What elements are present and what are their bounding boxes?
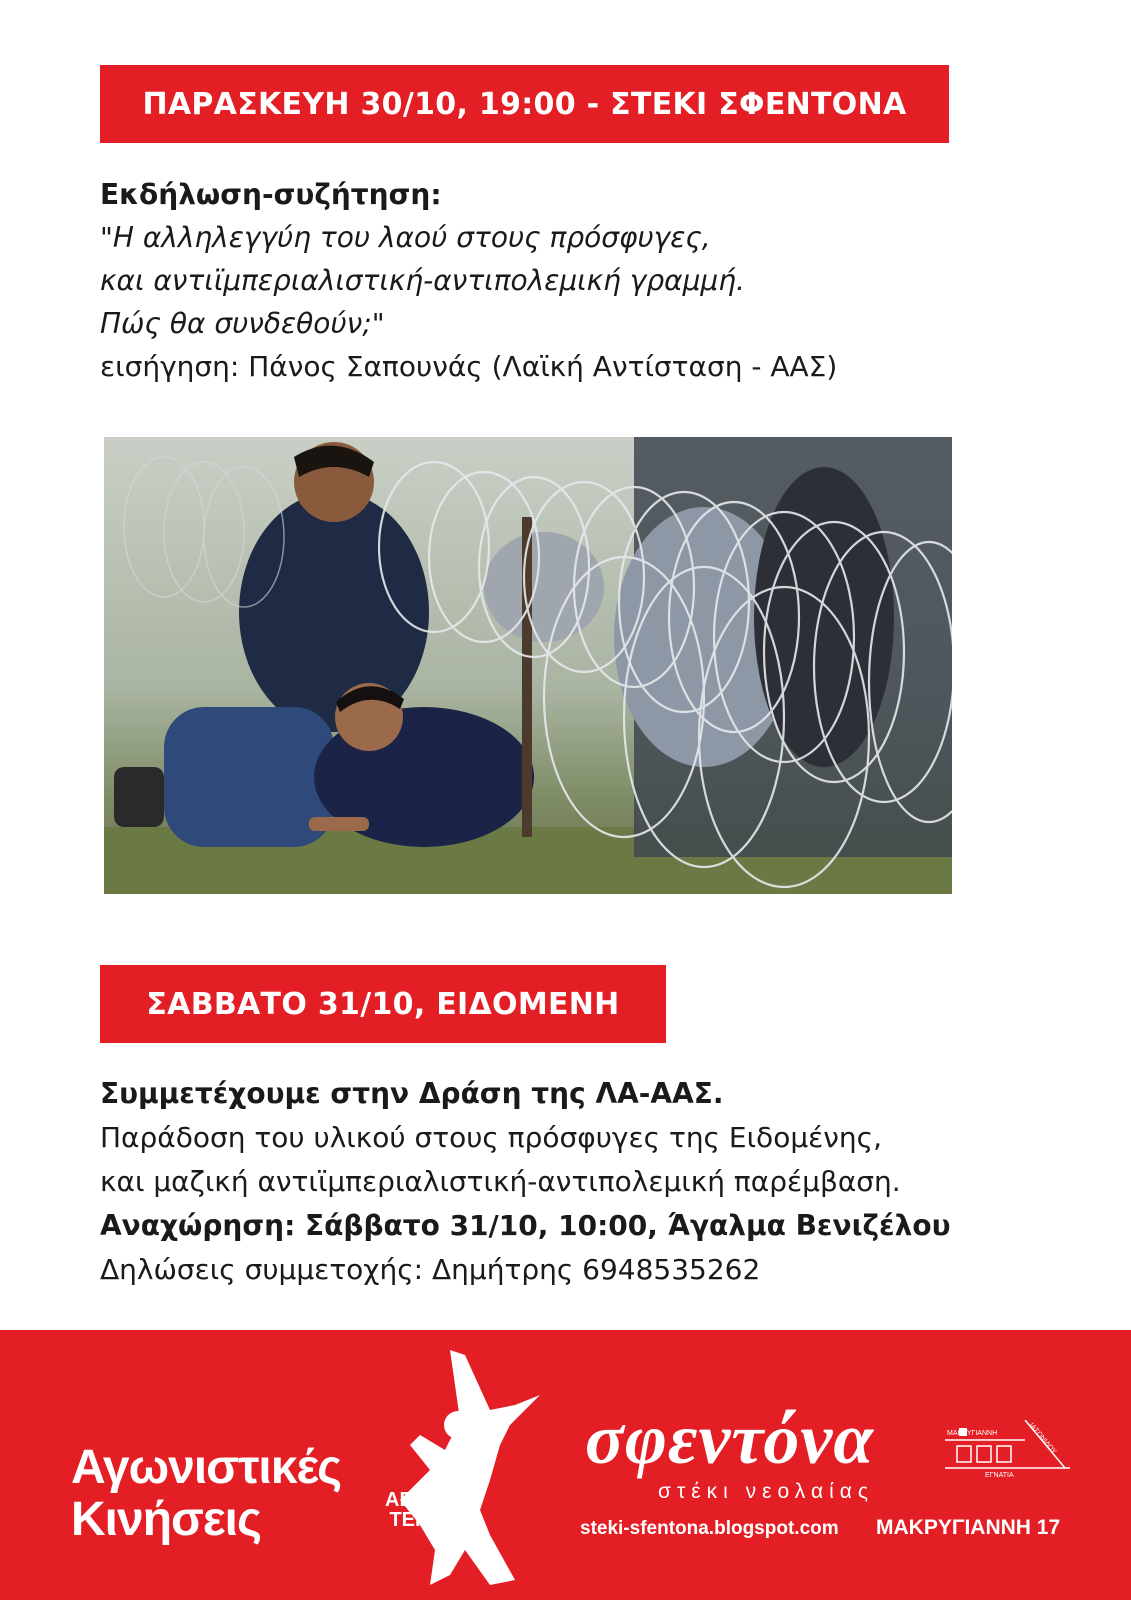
footer: [0, 1330, 1131, 1600]
event1-heading: Εκδήλωση-συζήτηση:: [100, 178, 442, 211]
event1-speaker: εισήγηση: Πάνος Σαπουνάς (Λαϊκή Αντίσταση - ΑΑΣ): [100, 350, 838, 383]
event2-banner: ΣΑΒΒΑΤΟ 31/10, ΕΙΔΟΜΕΝΗ: [100, 965, 666, 1043]
event1-banner: ΠΑΡΑΣΚΕΥΗ 30/10, 19:00 - ΣΤΕΚΙ ΣΦΕΝΤΟΝΑ: [100, 65, 949, 143]
org-name-line2: Κινήσεις: [71, 1493, 261, 1546]
event1-quote-line: Πώς θα συνδεθούν;": [100, 307, 385, 340]
event2-line: Παράδοση του υλικού στους πρόσφυγες της Ειδομένης,: [100, 1121, 882, 1154]
org-name-line1: Αγωνιστικές: [71, 1441, 342, 1494]
event2-departure: Αναχώρηση: Σάββατο 31/10, 10:00, Άγαλμα Βενιζέλου: [100, 1209, 951, 1242]
event1-description: [100, 173, 837, 388]
location-map-icon: [945, 1420, 1070, 1485]
event2-contact: Δηλώσεις συμμετοχής: Δημήτρης 6948535262: [100, 1253, 761, 1286]
org-subtitle-line2: ΤΕΙ: [389, 1509, 421, 1531]
venue-address: ΜΑΚΡΥΓΙΑΝΝΗ 17: [876, 1516, 1061, 1539]
event2-description: [100, 1072, 950, 1292]
map-label-street2: ΙΑΣΟΝΙΔΟΥ: [1027, 1422, 1058, 1456]
venue-logo-text: σφεντόνα: [585, 1399, 875, 1479]
slingshot-figure-logo: [340, 1350, 550, 1590]
event1-quote-line: "Η αλληλεγγύη του λαού στους πρόσφυγες,: [100, 221, 711, 254]
event2-heading: Συμμετέχουμε στην Δράση της ΛΑ-ΑΑΣ.: [100, 1077, 724, 1110]
event2-line: και μαζική αντιϊμπεριαλιστική-αντιπολεμική παρέμβαση.: [100, 1165, 901, 1198]
venue-tagline: στέκι νεολαίας: [658, 1480, 875, 1503]
org-subtitle-line1: ΑΕΙ-: [385, 1489, 425, 1511]
org-subtitle: [385, 1490, 425, 1530]
map-label-street3: ΕΓΝΑΤΙΑ: [985, 1472, 1014, 1479]
map-label-street1: ΜΑΚΡΥΓΙΑΝΝΗ: [947, 1430, 998, 1437]
event1-quote-line: και αντιϊμπεριαλιστική-αντιπολεμική γραμμή.: [100, 264, 745, 297]
refugees-razor-wire-photo: [104, 437, 952, 894]
venue-blog-link[interactable]: steki-sfentona.blogspot.com: [580, 1518, 839, 1539]
